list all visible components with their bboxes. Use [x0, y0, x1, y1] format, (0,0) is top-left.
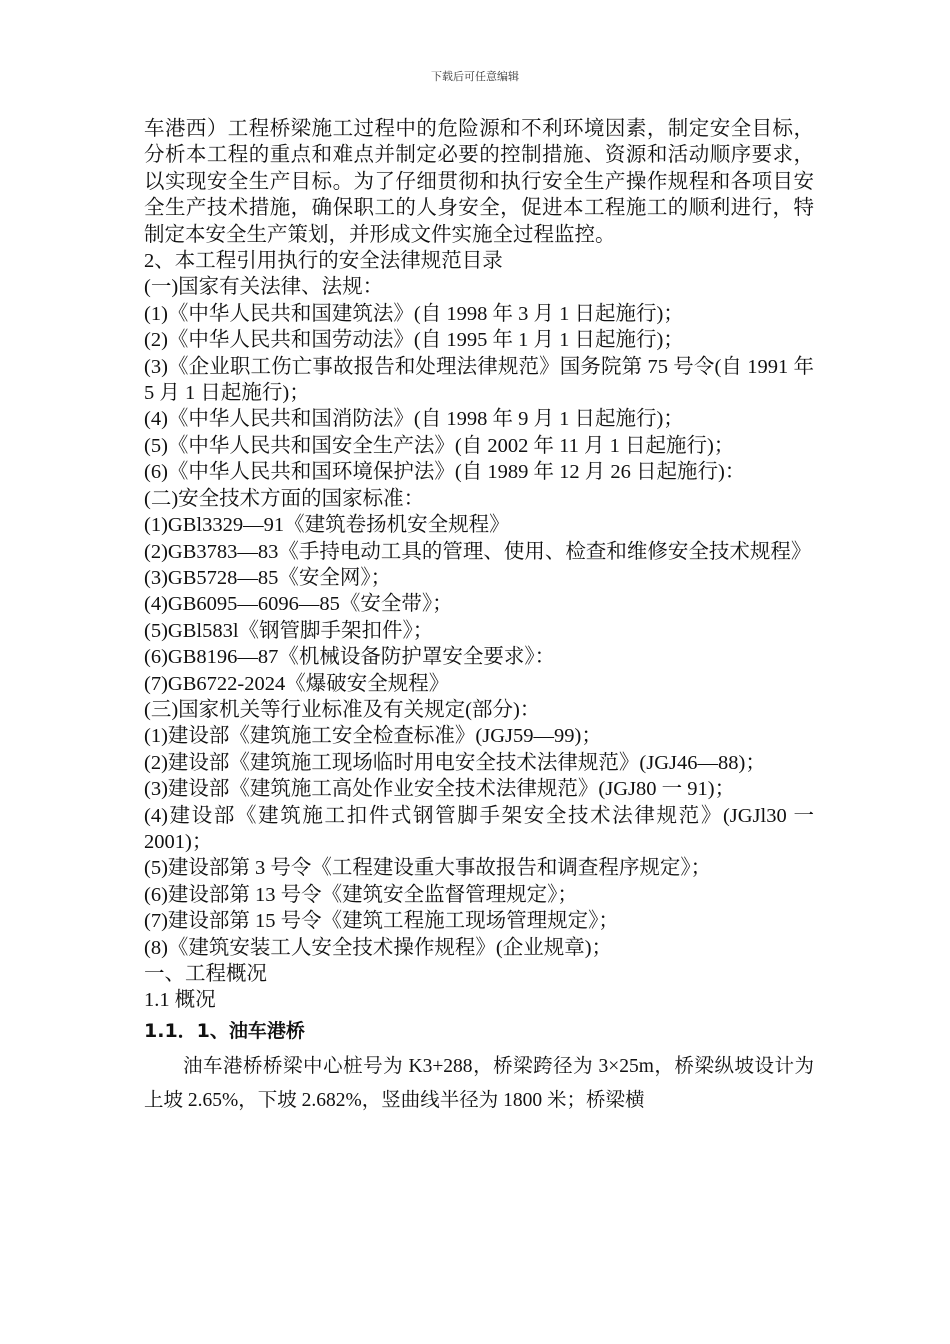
subheading-industry: (三)国家机关等行业标准及有关规定(部分)：: [144, 698, 541, 721]
list-item: (6)建设部第 13 号令《建筑安全监督管理规定》；: [144, 883, 578, 906]
list-item: (4)GB6095—6096—85《安全带》；: [144, 593, 453, 616]
list-item: (2)GB3783—83《手持电动工具的管理、使用、检查和维修安全技术规程》: [144, 540, 812, 563]
list-item: (5)《中华人民共和国安全生产法》(自 2002 年 11 月 1 日起施行)；: [144, 434, 735, 457]
list-item: (1)建设部《建筑施工安全检查标准》(JGJ59—99)；: [144, 725, 602, 748]
list-item: (4)《中华人民共和国消防法》(自 1998 年 9 月 1 日起施行)；: [144, 408, 684, 431]
list-item: (7)建设部第 15 号令《建筑工程施工现场管理规定》；: [144, 910, 619, 933]
bridge-paragraph: 油车港桥桥梁中心桩号为 K3+288，桥梁跨径为 3×25m，桥梁纵坡设计为上坡 2.65%，下坡 2.682%，竖曲线半径为 1800 米；桥梁横: [144, 1055, 814, 1111]
section-heading: 1.1．1、油车港桥: [144, 1019, 305, 1042]
list-item: (2)建设部《建筑施工现场临时用电安全技术法律规范》(JGJ46—88)；: [144, 751, 766, 774]
list-item: (3)GB5728—85《安全网》；: [144, 566, 392, 589]
list-heading: 2、本工程引用执行的安全法律规范目录: [144, 250, 503, 273]
header-note: 下载后可任意编辑: [431, 70, 519, 83]
list-item: (8)《建筑安装工人安全技术操作规程》(企业规章)；: [144, 936, 613, 959]
subheading-laws: (一)国家有关法律、法规：: [144, 276, 384, 299]
list-item: (6)GB8196—87《机械设备防护罩安全要求》：: [144, 646, 556, 669]
list-item: (2)《中华人民共和国劳动法》(自 1995 年 1 月 1 日起施行)；: [144, 329, 684, 352]
subsection-title: 1.1 概况: [144, 989, 216, 1012]
list-item: (1)《中华人民共和国建筑法》(自 1998 年 3 月 1 日起施行)；: [144, 302, 684, 325]
list-item: (7)GB6722-2024《爆破安全规程》: [144, 672, 450, 695]
intro-paragraph: 车港西）工程桥梁施工过程中的危险源和不利环境因素，制定安全目标，分析本工程的重点和难点并制定必要的控制措施、资源和活动顺序要求，以实现安全生产目标。为了仔细贯彻和执行安全生产操作规程和各项目安全生产技术措施，确保职工的人身安全，促进本工程施工的顺利进行，特制定本安全生产策划，并形成文件实施全过程监控。: [144, 118, 814, 246]
section-title: 一、工程概况: [144, 963, 267, 985]
list-item: (4)建设部《建筑施工扣件式钢管脚手架安全技术法律规范》(JGJl30 一 2001)；: [144, 804, 814, 853]
subheading-standards: (二)安全技术方面的国家标准：: [144, 487, 425, 510]
list-item: (1)GBl3329—91《建筑卷扬机安全规程》: [144, 514, 510, 537]
list-item: (6)《中华人民共和国环境保护法》(自 1989 年 12 月 26 日起施行)：: [144, 461, 746, 484]
list-item: (3)建设部《建筑施工高处作业安全技术法律规范》(JGJ80 一 91)；: [144, 778, 736, 801]
list-item: (5)建设部第 3 号令《工程建设重大事故报告和调查程序规定》；: [144, 857, 712, 880]
document-body: [144, 116, 814, 1118]
list-item: (5)GBl583l《钢管脚手架扣件》；: [144, 619, 434, 642]
list-item: (3)《企业职工伤亡事故报告和处理法律规范》国务院第 75 号令(自 1991 年 5 月 1 日起施行)；: [144, 355, 814, 405]
